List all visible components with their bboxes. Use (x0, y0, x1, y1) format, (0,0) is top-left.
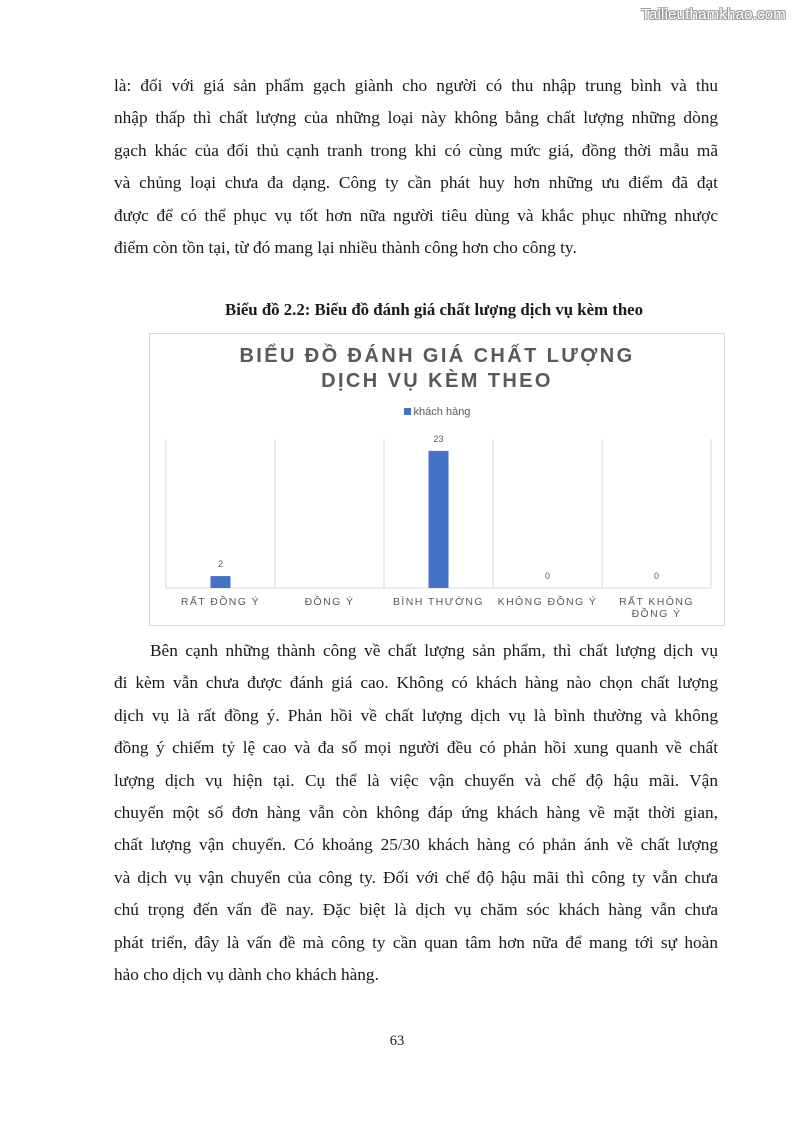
text-line: gạch khác của đối thủ cạnh tranh trong khi có cùng mức giá, đồng thời mẫu mã (114, 140, 718, 160)
chart-title-line: BIỂU ĐỒ ĐÁNH GIÁ CHẤT LƯỢNG (239, 345, 635, 367)
data-label: 2 (217, 559, 224, 570)
text-line: Bên cạnh những thành công về chất lượng sản phẩm, thì chất lượng dịch vụ (150, 641, 718, 660)
x-tick-label: ĐỒNG Ý (304, 596, 355, 608)
text-line: lượng dịch vụ hiện tại. Cụ thể là việc vận chuyển và chế độ hậu mãi. Vận (114, 770, 718, 790)
chart-plot-area (150, 334, 726, 627)
text-line: hảo cho dịch vụ dành cho khách hàng. (114, 965, 379, 985)
paragraph-analysis (114, 635, 718, 991)
text-line: dịch vụ là rất đồng ý. Phản hồi về chất lượng dịch vụ là bình thường và không (114, 705, 718, 725)
text-line: điểm còn tồn tại, từ đó mang lại nhiều thành công hơn cho công ty. (114, 238, 577, 258)
chart-title-line: DỊCH VỤ KÈM THEO (321, 370, 553, 392)
text-line: được để có thể phục vụ tốt hơn nữa người tiêu dùng và khắc phục những nhược (114, 205, 718, 225)
text-line: là: đối với giá sản phẩm gạch giành cho người có thu nhập trung bình và thu (114, 76, 718, 95)
legend-label: khách hàng (413, 406, 471, 418)
data-label: 23 (433, 433, 444, 444)
text-line: đi kèm vẫn chưa được đánh giá cao. Không có khách hàng nào chọn chất lượng (114, 673, 718, 693)
watermark: Tailieuthamkhao.com (641, 6, 786, 23)
data-label: 0 (544, 571, 551, 581)
page-number: 63 (389, 1033, 405, 1049)
chart-caption: Biểu đồ 2.2: Biểu đồ đánh giá chất lượng dịch vụ kèm theo (225, 300, 643, 319)
chart (149, 333, 725, 626)
text-line: nhập thấp thì chất lượng của những loại này không bằng chất lượng những dòng (114, 108, 718, 128)
text-line: chú trọng đến vấn đề nay. Đặc biệt là dịch vụ chăm sóc khách hàng vẫn chưa (114, 900, 718, 920)
x-tick-label: KHÔNG ĐỒNG Ý (497, 596, 598, 608)
data-label: 0 (653, 571, 660, 581)
text-line: và dịch vụ vận chuyển của công ty. Đối với chế độ hậu mãi thì công ty vẫn chưa (114, 867, 718, 887)
paragraph-intro (114, 70, 718, 264)
bar (429, 451, 449, 588)
bar (211, 576, 231, 588)
text-line: đồng ý chiếm tỷ lệ cao và đa số mọi người đều có phản hồi xung quanh về chất (114, 738, 718, 758)
text-line: chuyển một số đơn hàng vẫn còn không đáp ứng khách hàng về mặt thời gian, (114, 803, 718, 823)
x-tick-label: ĐỒNG Ý (631, 608, 682, 620)
x-tick-label: RẤT ĐỒNG Ý (180, 596, 261, 608)
x-tick-label: RẤT KHÔNG (619, 596, 694, 608)
text-line: chất lượng vận chuyển. Có khoảng 25/30 khách hàng có phản ánh về chất lượng (114, 835, 718, 855)
text-line: phát triển, đây là vấn đề mà công ty cần quan tâm hơn nữa để mang tới sự hoàn (114, 932, 718, 952)
text-line: và chủng loại chưa đa dạng. Công ty cần phát huy hơn những ưu điểm đã đạt (114, 173, 718, 193)
x-tick-label: BÌNH THƯỜNG (393, 596, 484, 608)
